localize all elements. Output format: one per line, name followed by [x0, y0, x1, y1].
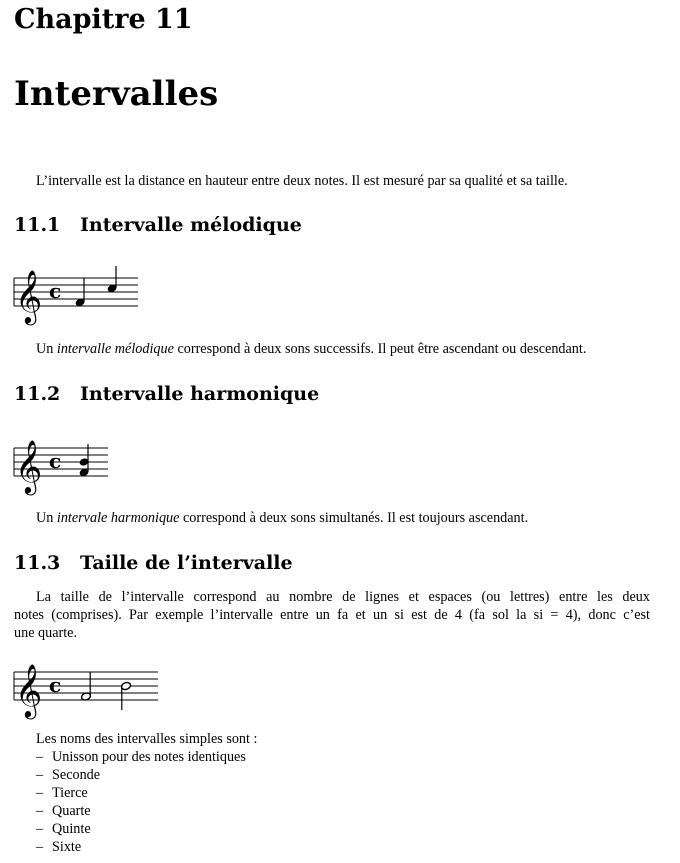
list-bullet: –	[36, 839, 44, 855]
paragraph-line: une quarte.	[14, 625, 78, 641]
list-item-label: Sixte	[52, 839, 82, 855]
section-heading-harmonic	[14, 383, 319, 405]
list-item	[36, 748, 257, 766]
term-emphasis: intervale harmonique	[56, 510, 180, 526]
treble-clef-icon: 𝄞	[15, 269, 43, 323]
music-staff-size	[12, 656, 162, 722]
section-text-melodic	[36, 340, 586, 358]
section-number: 11.3	[14, 552, 61, 574]
list-item	[36, 766, 257, 784]
list-bullet: –	[36, 821, 44, 837]
text-suffix: correspond à deux sons simultanés. Il est toujours ascendant.	[179, 510, 529, 526]
list-bullet: –	[36, 803, 44, 819]
list-item	[36, 784, 257, 802]
section-title: Taille de l’intervalle	[80, 552, 293, 574]
music-staff-harmonic	[12, 432, 112, 498]
term-emphasis: intervalle mélodique	[56, 341, 174, 357]
paragraph-line: notes (comprises). Par exemple l’intervalle entre un fa et un si est de 4 (fa sol la si = 4), donc c’est	[14, 607, 650, 623]
chapter-title: Intervalles	[14, 74, 219, 114]
list-bullet: –	[36, 785, 44, 801]
common-time-icon: c	[49, 279, 62, 303]
section-heading-melodic	[14, 214, 302, 236]
paragraph-line: La taille de l’intervalle correspond au nombre de lignes et espaces (ou lettres) entre les deux	[36, 589, 650, 605]
section-heading-size	[14, 552, 293, 574]
chapter-intro: L’intervalle est la distance en hauteur entre deux notes. Il est mesuré par sa qualité et sa taille.	[36, 173, 568, 189]
text-prefix: Un	[36, 510, 57, 526]
text-suffix: correspond à deux sons successifs. Il peut être ascendant ou descendant.	[173, 341, 587, 357]
text-prefix: Un	[36, 341, 57, 357]
section-title: Intervalle mélodique	[80, 214, 302, 236]
list-item-label: Seconde	[52, 767, 101, 783]
interval-names-list	[36, 730, 257, 856]
section-paragraph-size	[14, 588, 650, 642]
treble-clef-icon: 𝄞	[15, 439, 43, 493]
section-number: 11.2	[14, 383, 61, 405]
section-text-harmonic	[36, 509, 528, 527]
list-item-label: Quarte	[52, 803, 91, 819]
list-item	[36, 802, 257, 820]
list-item-label: Quinte	[52, 821, 91, 837]
list-item-label: Tierce	[52, 785, 88, 801]
list-bullet: –	[36, 767, 44, 783]
list-intro: Les noms des intervalles simples sont :	[36, 731, 258, 747]
common-time-icon: c	[49, 673, 62, 697]
treble-clef-icon: 𝄞	[15, 663, 43, 717]
chapter-label: Chapitre 11	[14, 4, 193, 35]
list-item	[36, 838, 257, 856]
section-number: 11.1	[14, 214, 61, 236]
music-staff-melodic	[12, 262, 142, 328]
list-item	[36, 820, 257, 838]
section-title: Intervalle harmonique	[80, 383, 320, 405]
list-item-label: Unisson pour des notes identiques	[52, 749, 246, 765]
common-time-icon: c	[49, 449, 62, 473]
list-bullet: –	[36, 749, 44, 765]
